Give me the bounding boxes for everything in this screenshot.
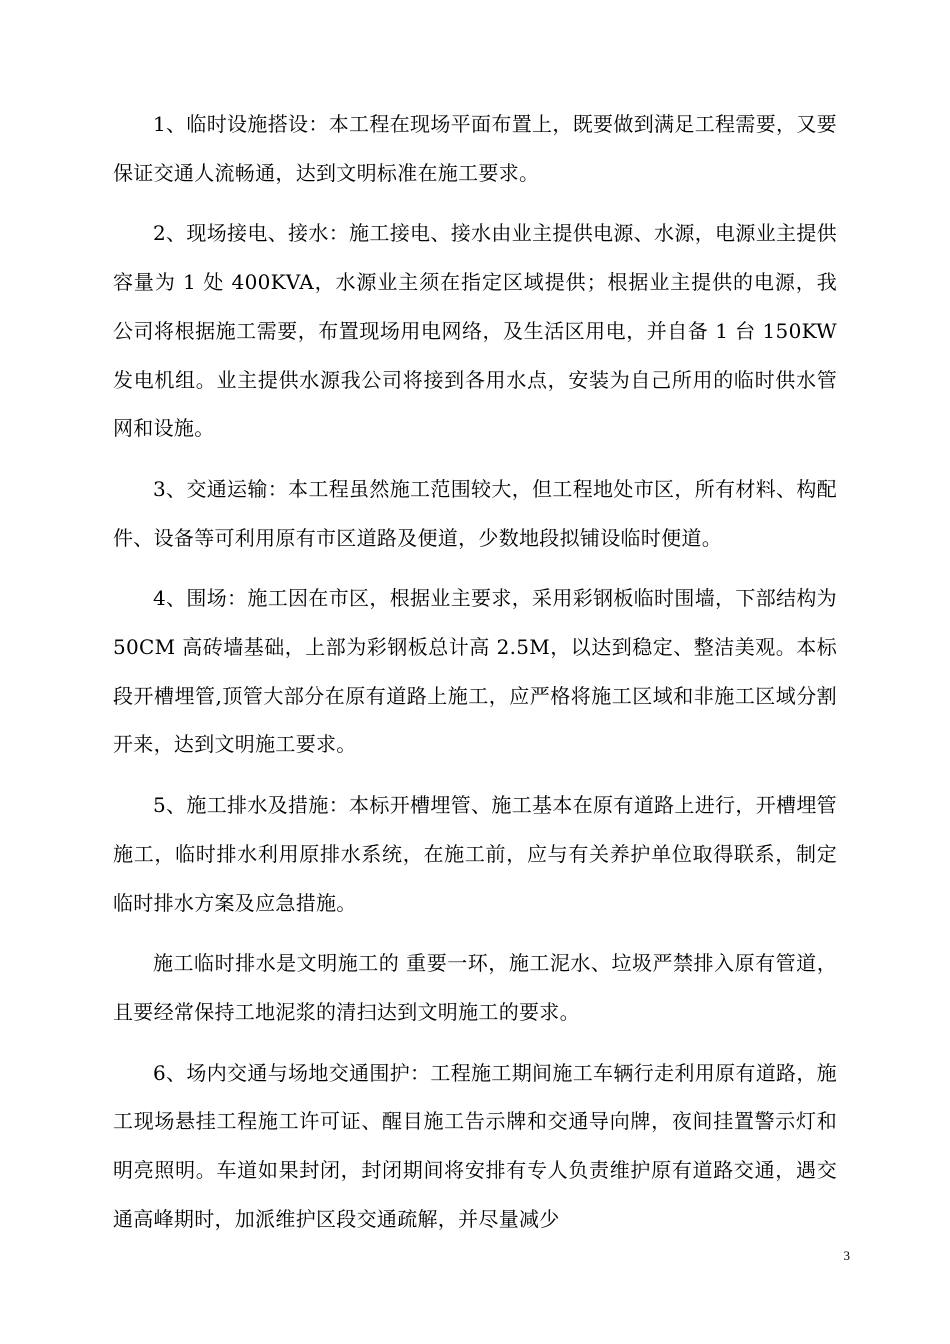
paragraph-drainage: 5、施工排水及措施：本标开槽埋管、施工基本在原有道路上进行，开槽埋管施工，临时排水利用原排水系统，在施工前，应与有关养护单位取得联系，制定临时排水方案及应急措施。: [113, 793, 837, 915]
paragraph-transport: 3、交通运输：本工程虽然施工范围较大，但工程地处市区，所有材料、构配件、设备等可利用原有市区道路及便道，少数地段拟铺设临时便道。: [113, 476, 837, 550]
paragraph-site-traffic: 6、场内交通与场地交通围护：工程施工期间施工车辆行走利用原有道路，施工现场悬挂工程施工许可证、醒目施工告示牌和交通导向牌，夜间挂置警示灯和明亮照明。车道如果封闭，封闭期间将安排有专人负责维护原有道路交通，遇交通高峰期时，加派维护区段交通疏解，并尽量减少: [113, 1060, 837, 1231]
paragraph-drainage-note: 施工临时排水是文明施工的 重要一环，施工泥水、垃圾严禁排入原有管道，且要经常保持工地泥浆的清扫达到文明施工的要求。: [113, 951, 837, 1024]
page-number: 3: [843, 1248, 850, 1263]
paragraph-power-water: 2、现场接电、接水：施工接电、接水由业主提供电源、水源，电源业主提供容量为 1 处 400KVA，水源业主须在指定区域提供；根据业主提供的电源，我公司将根据施工需要，布置现场用电网络，及生活区用电，并自备 1 台 150KW 发电机组。业主提供水源我公司将接到各用水点，安装为自己所用的临时供水管网和设施。: [113, 221, 837, 441]
paragraph-enclosure: 4、围场：施工因在市区，根据业主要求，采用彩钢板临时围墙，下部结构为 50CM 高砖墙基础，上部为彩钢板总计高 2.5M，以达到稳定、整洁美观。本标段开槽埋管,顶管大部分在原有道路上施工，应严格将施工区域和非施工区域分割开来，达到文明施工要求。: [113, 586, 837, 757]
paragraph-temporary-facilities: 1、临时设施搭设：本工程在现场平面布置上，既要做到满足工程需要，又要保证交通人流畅通，达到文明标准在施工要求。: [113, 112, 837, 185]
document-body: [113, 100, 837, 1255]
